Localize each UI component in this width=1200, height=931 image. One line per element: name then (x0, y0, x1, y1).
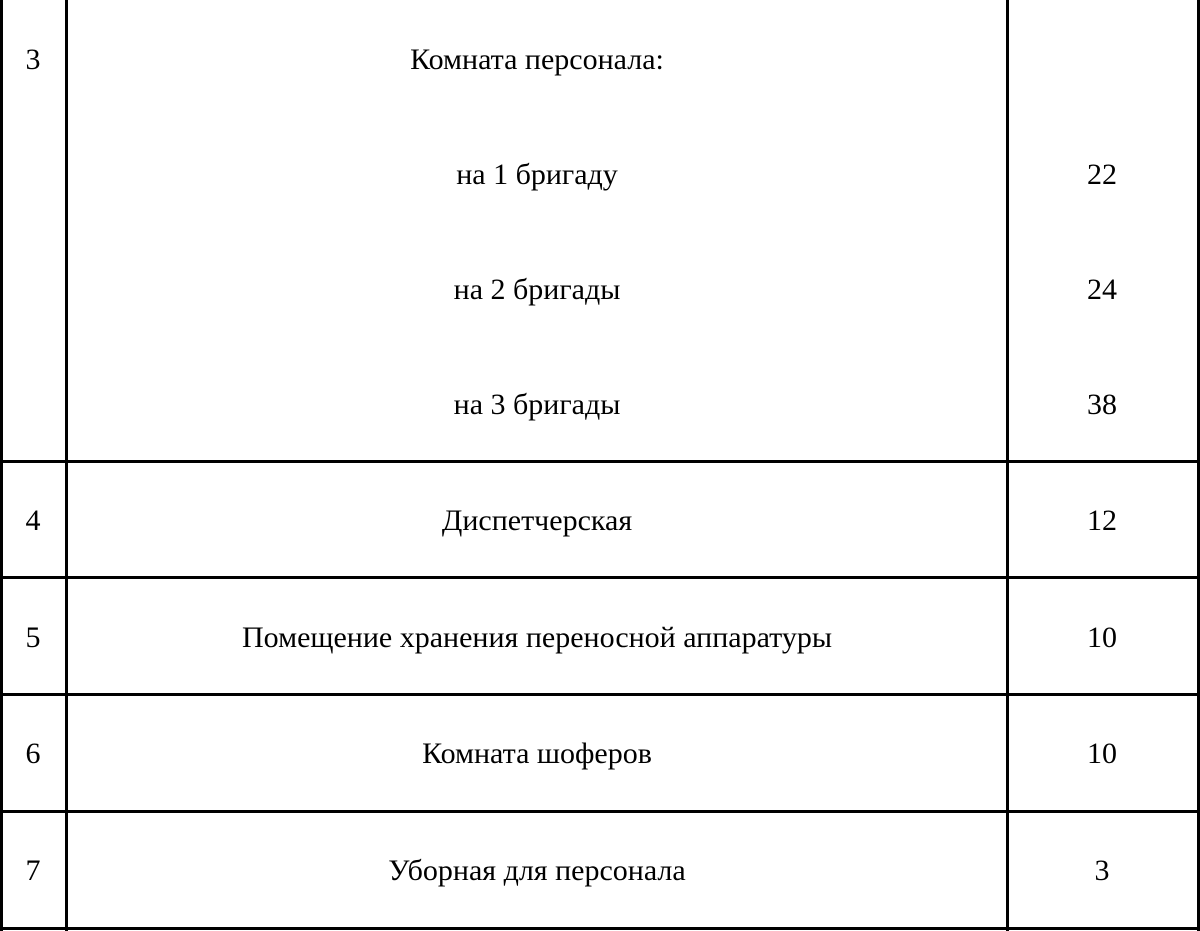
room-subitem: на 2 бригады (453, 273, 621, 306)
table-row-divider (0, 460, 1200, 463)
row-number: 7 (25, 854, 41, 887)
room-subitem: на 1 бригаду (456, 158, 618, 191)
room-area: 22 (1087, 158, 1117, 191)
row-number: 5 (25, 621, 41, 654)
row-number: 3 (25, 43, 41, 76)
row-number: 6 (25, 737, 41, 770)
room-name: Диспетчерская (441, 504, 633, 537)
room-subitem: на 3 бригады (453, 388, 621, 421)
table-column-divider-2 (1006, 0, 1009, 931)
room-area: 38 (1087, 388, 1117, 421)
room-name: Комната персонала: (410, 43, 664, 76)
room-area: 3 (1094, 854, 1110, 887)
room-area: 12 (1087, 504, 1117, 537)
row-number: 4 (25, 504, 41, 537)
table-border-bottom (0, 927, 1200, 930)
table-row-divider (0, 693, 1200, 696)
room-area: 10 (1087, 621, 1117, 654)
room-name: Комната шоферов (422, 737, 652, 770)
room-name: Уборная для персонала (388, 854, 686, 887)
room-area: 24 (1087, 273, 1117, 306)
room-area: 10 (1087, 737, 1117, 770)
table-row-divider (0, 810, 1200, 813)
table-border-left (0, 0, 3, 931)
room-name: Помещение хранения переносной аппаратуры (242, 621, 832, 654)
table-column-divider-1 (65, 0, 68, 931)
table-row-divider (0, 576, 1200, 579)
